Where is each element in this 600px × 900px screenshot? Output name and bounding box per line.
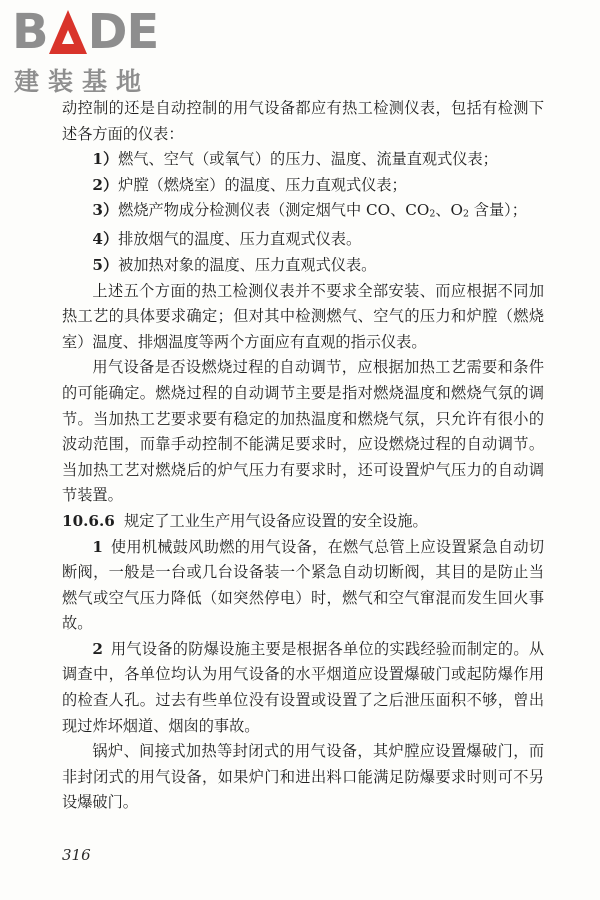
- list-text: 炉膛（燃烧室）的温度、压力直观式仪表；: [118, 175, 407, 194]
- list-number: 2）: [92, 175, 119, 194]
- item-text: 使用机械鼓风助燃的用气设备，在燃气总管上应设置紧急自动切断阀，一般是一台或几台设备装一个紧急自动切断阀，其目的是防止当燃气或空气压力降低（如突然停电）时，燃气和空气窜混而发生回火事故。: [62, 537, 544, 633]
- list-text-c: 含量）；: [468, 201, 527, 220]
- clause-10-6-6: [62, 509, 544, 535]
- paragraph-continuation: 动控制的还是自动控制的用气设备都应有热工检测仪表，包括有检测下述各方面的仪表：: [62, 99, 544, 143]
- list-text: 燃气、空气（或氧气）的压力、温度、流量直观式仪表；: [118, 150, 498, 169]
- list-number: 1）: [92, 150, 119, 169]
- logo-subtitle: 建装基地: [14, 67, 151, 96]
- list-number: 3）: [92, 201, 119, 220]
- clause-text: 规定了工业生产用气设备应设置的安全设施。: [123, 511, 428, 530]
- list-text: 被加热对象的温度、压力直观式仪表。: [118, 255, 377, 274]
- logo-letter-a-icon: [49, 10, 87, 54]
- list-number: 4）: [92, 230, 119, 249]
- list-item-3: [62, 198, 544, 227]
- clause-number: 10.6.6: [62, 511, 115, 530]
- page-body: [62, 96, 544, 816]
- item-number: 2: [92, 639, 103, 658]
- paragraph-item-2: [62, 637, 544, 739]
- bade-logo: [12, 4, 182, 96]
- item-number: 1: [92, 537, 103, 556]
- paragraph-auto-regulation: 用气设备是否设燃烧过程的自动调节，应根据加热工艺需要和条件的可能确定。燃烧过程的自动调节主要是指对燃烧温度和燃烧气氛的调节。当加热工艺要求要有稳定的加热温度和燃烧气氛，只允许有很小的波动范围，而靠手动控制不能满足要求时，应设燃烧过程的自动调节。当加热工艺对燃烧后的炉气压力有要求时，还可设置炉气压力的自动调节装置。: [62, 358, 544, 505]
- paragraph-item-1: [62, 535, 544, 637]
- logo-a-triangle-icon: [49, 10, 87, 54]
- subscript-2: 2: [429, 208, 436, 220]
- list-number: 5）: [92, 255, 119, 274]
- list-item-2: [62, 173, 544, 199]
- item-text: 用气设备的防爆设施主要是根据各单位的实践经验而制定的。从调查中，各单位均认为用气设备的水平烟道应设置爆破门或起防爆作用的检查人孔。过去有些单位没有设置或设置了之后泄压面积不够，曾出现过炸坏烟道、烟囱的事故。: [62, 639, 544, 735]
- logo-letter-b: B: [12, 4, 48, 60]
- subscript-2: 2: [462, 208, 469, 220]
- paragraph-explosion-door: 锅炉、间接式加热等封闭式的用气设备，其炉膛应设置爆破门，而非封闭式的用气设备，如果炉门和进出料口能满足防爆要求时则可不另设爆破门。: [62, 742, 544, 812]
- logo-wordmark: [12, 4, 159, 60]
- list-item-4: [62, 227, 544, 253]
- list-text-b: 、O: [435, 201, 463, 220]
- list-item-5: [62, 253, 544, 279]
- list-item-1: [62, 147, 544, 173]
- list-text-a: 燃烧产物成分检测仪表（测定烟气中 CO、CO: [118, 201, 430, 220]
- paragraph-instruments: 上述五个方面的热工检测仪表并不要求全部安装、而应根据不同加热工艺的具体要求确定；但对其中检测燃气、空气的压力和炉膛（燃烧室）温度、排烟温度等两个方面应有直观的指示仪表。: [62, 281, 544, 351]
- logo-letters-de: DE: [87, 4, 159, 60]
- page-number: 316: [62, 846, 91, 864]
- list-text: 排放烟气的温度、压力直观式仪表。: [118, 230, 362, 249]
